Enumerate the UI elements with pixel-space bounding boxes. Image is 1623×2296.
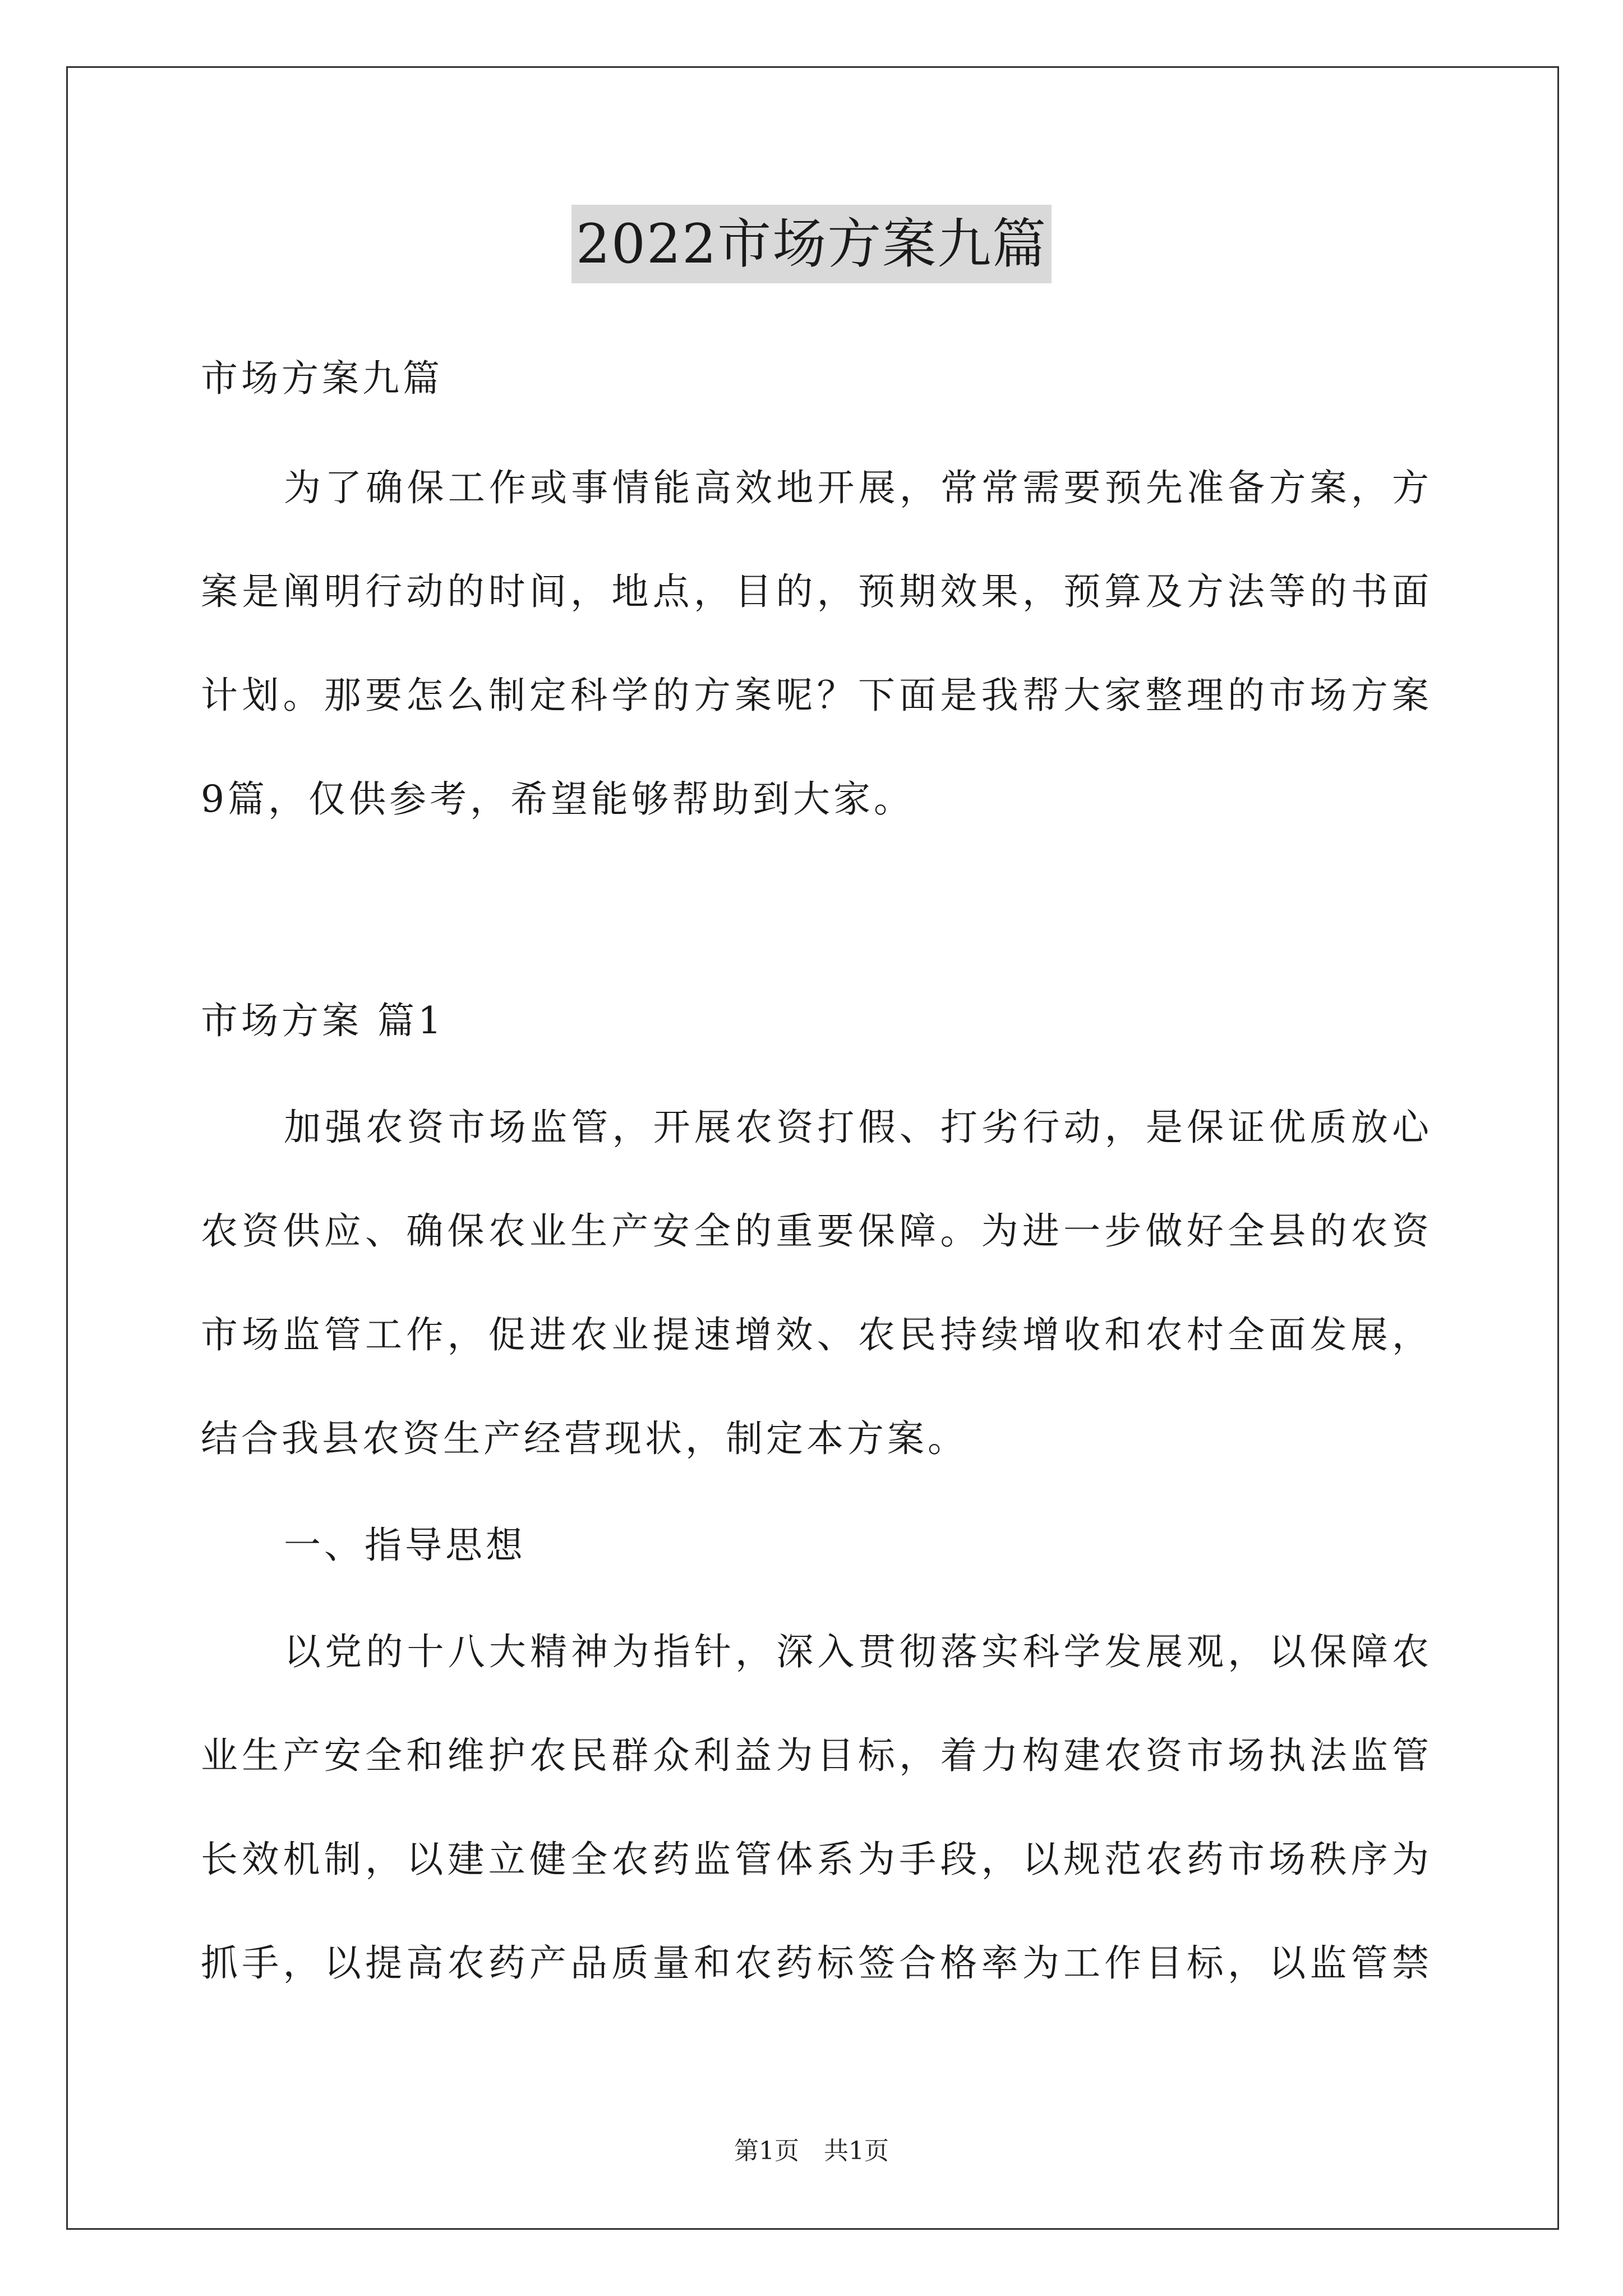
paragraph-line: 农资供应、确保农业生产安全的重要保障。为进一步做好全县的农资 bbox=[201, 1209, 1429, 1253]
intro-line: 案是阐明行动的时间，地点，目的，预期效果，预算及方法等的书面 bbox=[201, 570, 1429, 613]
page-footer bbox=[0, 2134, 1623, 2168]
subtitle: 市场方案九篇 bbox=[201, 357, 443, 400]
paragraph-line: 业生产安全和维护农民群众利益为目标，着力构建农资市场执法监管 bbox=[201, 1734, 1429, 1777]
document-title: 2022市场方案九篇 bbox=[571, 205, 1052, 283]
paragraph-line: 市场监管工作，促进农业提速增效、农民持续增收和农村全面发展， bbox=[201, 1313, 1429, 1356]
title-container bbox=[0, 205, 1623, 283]
section-heading: 市场方案 篇1 bbox=[201, 999, 445, 1042]
intro-line: 计划。那要怎么制定科学的方案呢？下面是我帮大家整理的市场方案 bbox=[201, 674, 1429, 717]
paragraph-line: 加强农资市场监管，开展农资打假、打劣行动，是保证优质放心 bbox=[284, 1106, 1429, 1149]
subheading: 一、指导思想 bbox=[284, 1524, 526, 1567]
intro-line: 9篇，仅供参考，希望能够帮助到大家。 bbox=[201, 777, 914, 821]
intro-line: 为了确保工作或事情能高效地开展，常常需要预先准备方案，方 bbox=[284, 466, 1429, 509]
paragraph-line: 长效机制，以建立健全农药监管体系为手段，以规范农药市场秩序为 bbox=[201, 1838, 1429, 1881]
paragraph-line: 结合我县农资生产经营现状，制定本方案。 bbox=[201, 1417, 968, 1460]
paragraph-line: 以党的十八大精神为指针，深入贯彻落实科学发展观，以保障农 bbox=[284, 1630, 1429, 1673]
page-number: 第1页 bbox=[734, 2137, 799, 2165]
page-total: 共1页 bbox=[824, 2137, 889, 2165]
paragraph-line: 抓手，以提高农药产品质量和农药标签合格率为工作目标，以监管禁 bbox=[201, 1941, 1429, 1985]
